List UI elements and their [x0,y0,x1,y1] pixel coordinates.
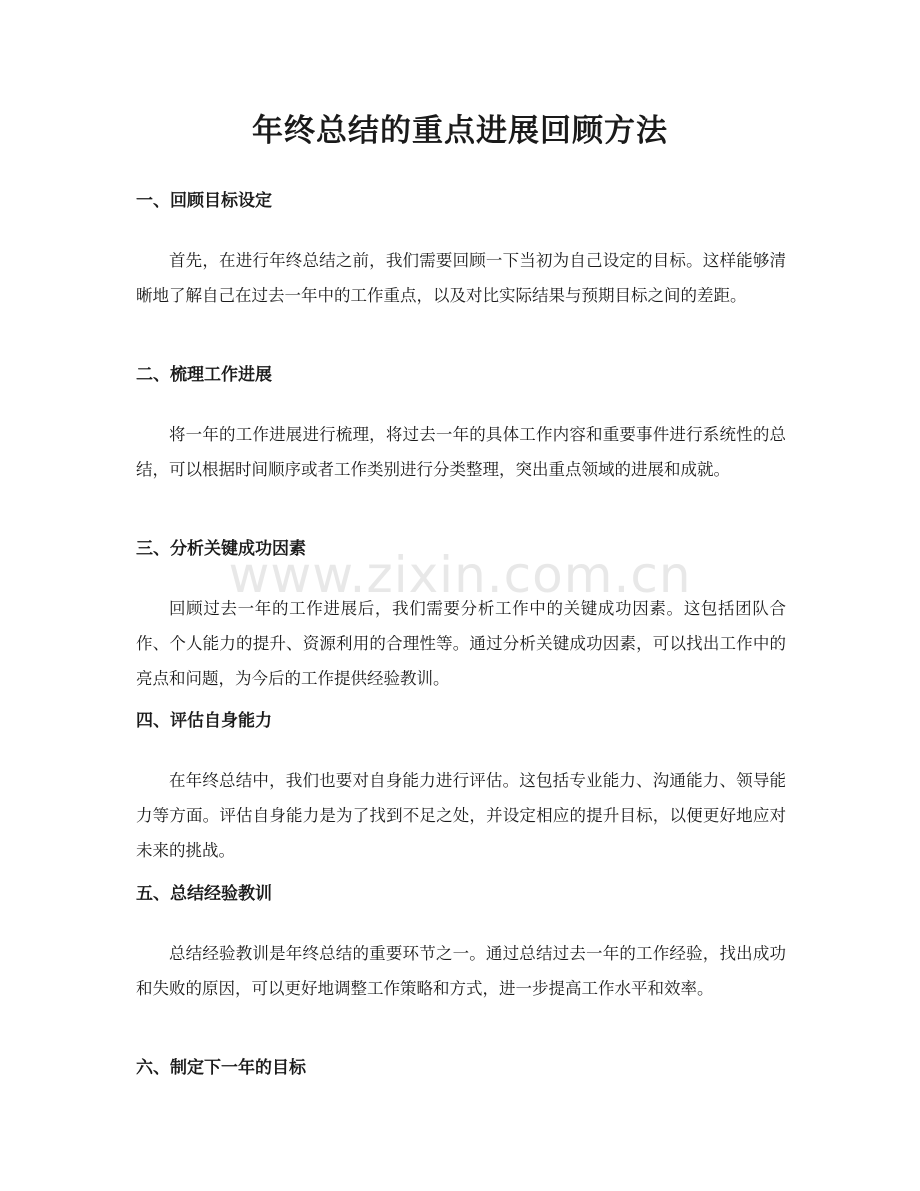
section-paragraph: 首先，在进行年终总结之前，我们需要回顾一下当初为自己设定的目标。这样能够清晰地了解自己在过去一年中的工作重点，以及对比实际结果与预期目标之间的差距。 [136,251,786,305]
section-heading: 四、评估自身能力 [136,711,272,731]
section-heading: 二、梳理工作进展 [136,365,272,385]
watermark: www.zixin.com.cn [228,546,692,604]
section-5 [136,882,786,1006]
section-paragraph: 在年终总结中，我们也要对自身能力进行评估。这包括专业能力、沟通能力、领导能力等方面。评估自身能力是为了找到不足之处，并设定相应的提升目标，以便更好地应对未来的挑战。 [136,771,786,860]
document-title: 年终总结的重点进展回顾方法 [252,113,668,149]
section-2 [136,363,786,487]
section-6 [136,1056,786,1080]
section-paragraph: 总结经验教训是年终总结的重要环节之一。通过总结过去一年的工作经验，找出成功和失败的原因，可以更好地调整工作策略和方式，进一步提高工作水平和效率。 [136,944,786,998]
section-3 [136,537,786,696]
section-heading: 五、总结经验教训 [136,884,272,904]
section-4 [136,709,786,868]
section-heading: 三、分析关键成功因素 [136,539,306,559]
section-1 [136,189,786,313]
section-heading: 六、制定下一年的目标 [136,1058,306,1078]
section-paragraph: 将一年的工作进展进行梳理，将过去一年的具体工作内容和重要事件进行系统性的总结，可以根据时间顺序或者工作类别进行分类整理，突出重点领域的进展和成就。 [136,425,786,479]
section-paragraph: 回顾过去一年的工作进展后，我们需要分析工作中的关键成功因素。这包括团队合作、个人能力的提升、资源利用的合理性等。通过分析关键成功因素，可以找出工作中的亮点和问题，为今后的工作提供经验教训。 [136,599,786,688]
section-heading: 一、回顾目标设定 [136,191,272,211]
